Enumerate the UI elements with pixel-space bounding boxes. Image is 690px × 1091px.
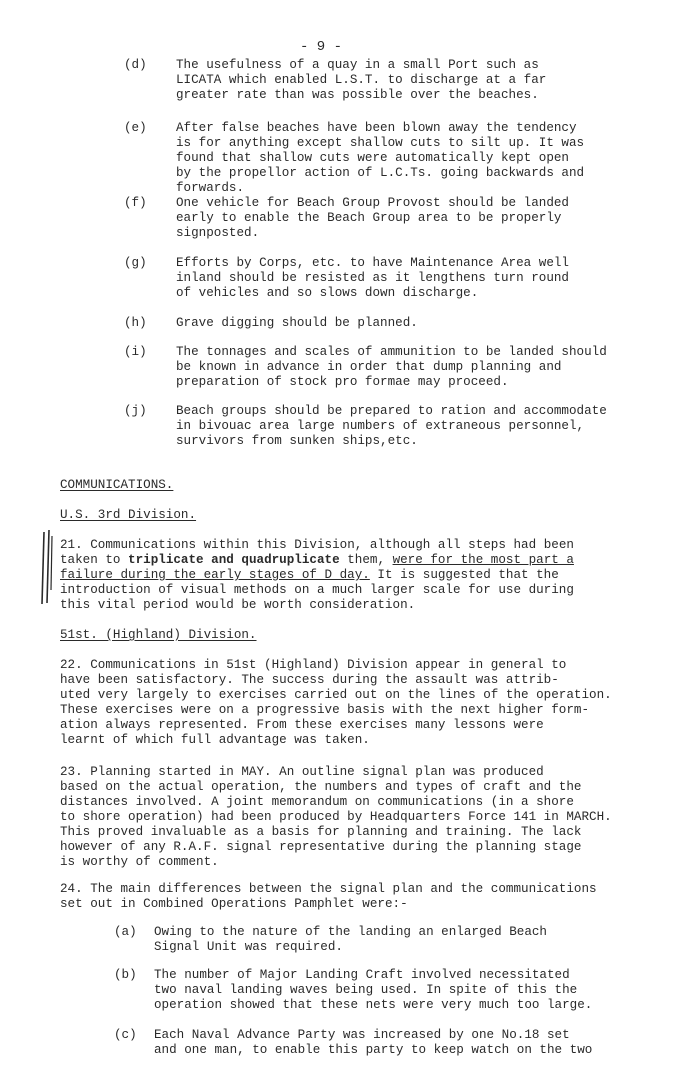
paragraph-21-text-end: It is suggested that the introduction of visual methods on a much larger scale for use during this vital period would be worth consideration.	[60, 568, 574, 612]
lesson-label: (d)	[124, 58, 147, 72]
difference-label: (c)	[114, 1028, 137, 1042]
lesson-text: Grave digging should be planned.	[176, 316, 418, 330]
lesson-text: After false beaches have been blown away the tendency is for anything except shallow cuts to silt up. It was found that shallow cuts were automatically kept open by the propellor action of L.C.Ts. going backwards and forwards.	[176, 121, 585, 195]
paragraph-21	[60, 538, 625, 613]
us-3rd-division-heading: U.S. 3rd Division.	[60, 508, 197, 522]
lesson-text: Efforts by Corps, etc. to have Maintenance Area well inland should be resisted as it lengthens turn round of vehicles and so slows down discharge.	[176, 256, 569, 300]
lesson-label: (h)	[124, 316, 147, 330]
difference-text: Owing to the nature of the landing an enlarged Beach Signal Unit was required.	[154, 925, 547, 954]
paragraph-22: 22. Communications in 51st (Highland) Division appear in general to have been satisfactory. The success during the assault was attrib- uted very largely to exercises carried out on the lines of the operation. These exercises were on a progressive basis with the next higher form- ation always represented. From these exercises many lessons were learnt of which full advantage was taken.	[60, 658, 612, 747]
paragraph-21-emphasis: triplicate and quadruplicate	[128, 553, 340, 567]
difference-label: (b)	[114, 968, 137, 982]
difference-text: Each Naval Advance Party was increased by one No.18 set and one man, to enable this party to keep watch on the two	[154, 1028, 593, 1057]
paragraph-24: 24. The main differences between the signal plan and the communications set out in Combined Operations Pamphlet were:-	[60, 882, 597, 911]
lesson-label: (g)	[124, 256, 147, 270]
lesson-label: (f)	[124, 196, 147, 210]
difference-label: (a)	[114, 925, 137, 939]
communications-heading: COMMUNICATIONS.	[60, 478, 174, 492]
lesson-text: The usefulness of a quay in a small Port such as LICATA which enabled L.S.T. to discharge at a far greater rate than was possible over the beaches.	[176, 58, 547, 102]
margin-mark	[40, 530, 54, 605]
difference-text: The number of Major Landing Craft involved necessitated two naval landing waves being used. In spite of this the operation showed that these nets were very much too large.	[154, 968, 593, 1012]
lesson-text: One vehicle for Beach Group Provost should be landed early to enable the Beach Group area to be properly signposted.	[176, 196, 569, 240]
highland-division-heading: 51st. (Highland) Division.	[60, 628, 257, 642]
lesson-label: (i)	[124, 345, 147, 359]
lesson-label: (j)	[124, 404, 147, 418]
paragraph-21-underlined: were for the most part a failure during the early stages of D day.	[60, 553, 574, 582]
paragraph-number: 21.	[60, 538, 83, 552]
page-number: - 9 -	[300, 39, 343, 55]
paragraph-21-text-mid: them,	[339, 553, 393, 567]
lesson-text: Beach groups should be prepared to ration and accommodate in bivouac area large numbers of extraneous personnel, survivors from sunken ships,etc.	[176, 404, 607, 448]
paragraph-21-text-start: Communications within this Division, although all steps had been taken to	[60, 538, 574, 567]
lesson-label: (e)	[124, 121, 147, 135]
paragraph-23: 23. Planning started in MAY. An outline signal plan was produced based on the actual operation, the numbers and types of craft and the distances involved. A joint memorandum on communications (in a shore to shore operation) had been produced by Headquarters Force 141 in MARCH. This proved invaluable as a basis for planning and training. The lack however of any R.A.F. signal representative during the planning stage is worthy of comment.	[60, 765, 612, 869]
lesson-text: The tonnages and scales of ammunition to be landed should be known in advance in order that dump planning and preparation of stock pro formae may proceed.	[176, 345, 607, 389]
